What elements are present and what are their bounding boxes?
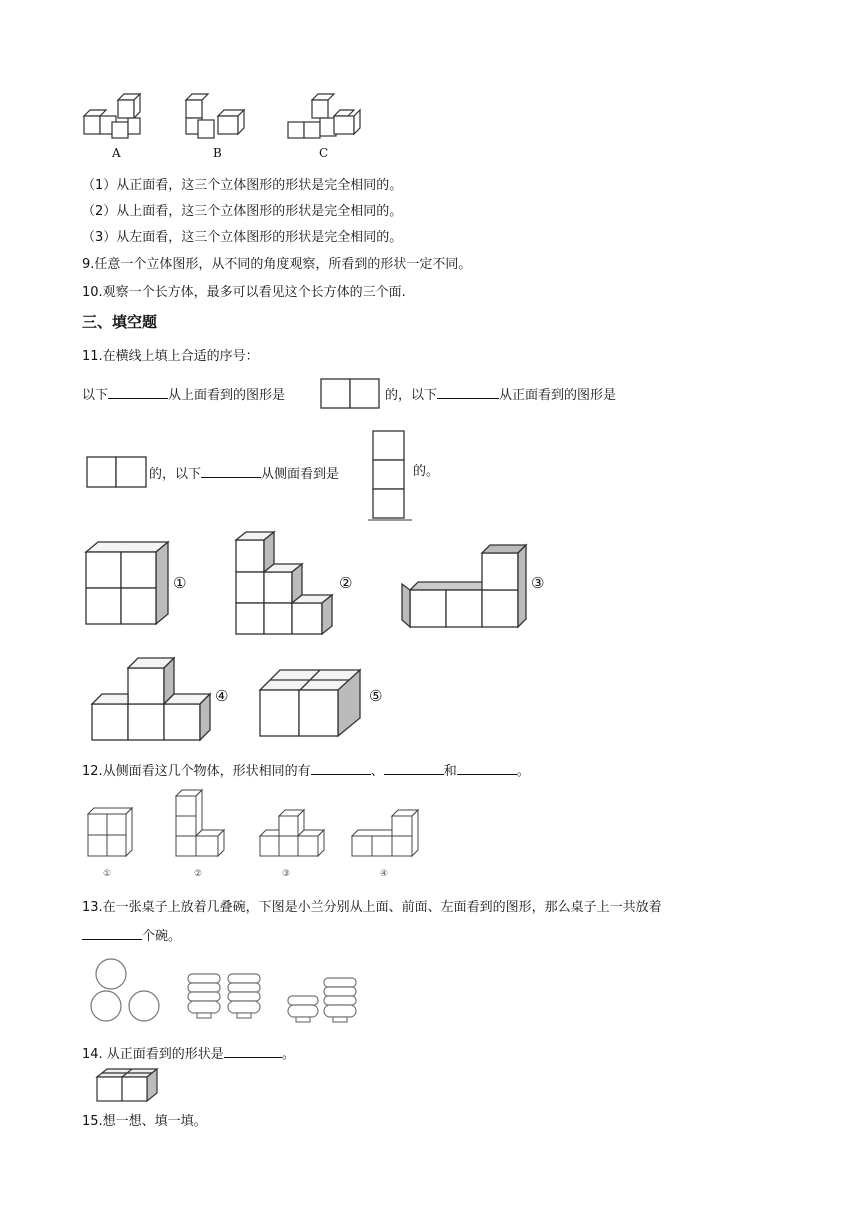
q14-blank[interactable]: [224, 1043, 282, 1058]
section-3-heading: 三、填空题: [82, 313, 158, 331]
q11-solids: [80, 530, 500, 745]
q12-blank-1[interactable]: [311, 760, 371, 775]
q11-text-5: 的，以下: [149, 467, 202, 482]
q8-statement-1: （1）从正面看，这三个立体图形的形状是完全相同的。: [82, 178, 403, 193]
q11-blank-2[interactable]: [437, 384, 499, 399]
q13-line-1: 13.在一张桌子上放着几叠碗，下图是小兰分别从上面、前面、左面看到的图形，那么桌子上一共放着: [82, 900, 662, 915]
q11-row-2: [149, 463, 339, 484]
q11-blank-3[interactable]: [201, 463, 261, 478]
q13-line-2: [82, 925, 181, 946]
q8-statement-2: （2）从上面看，这三个立体图形的形状是完全相同的。: [82, 204, 403, 219]
q12-num-4: ④: [380, 869, 389, 879]
q11-num-3: ③: [531, 574, 545, 592]
q11-row-1: [82, 384, 285, 405]
q9-text: 9.任意一个立体图形，从不同的角度观察，所看到的形状一定不同。: [82, 257, 472, 272]
q11-text-4: 从正面看到的图形是: [499, 388, 617, 403]
q8-statement-3: （3）从左面看，这三个立体图形的形状是完全相同的。: [82, 230, 403, 245]
q10-text: 10.观察一个长方体，最多可以看见这个长方体的三个面.: [82, 285, 406, 300]
q8-figures: [78, 90, 378, 162]
q11-row-2-end: 的。: [413, 464, 440, 479]
figure-label-a: A: [112, 146, 121, 160]
q12-sep-1: 、: [370, 764, 384, 779]
q12-figures: [84, 790, 424, 858]
q12-end: 。: [516, 764, 530, 779]
q12-blank-3[interactable]: [457, 760, 517, 775]
q14-text-a: 14. 从正面看到的形状是: [82, 1047, 224, 1062]
q13-blank[interactable]: [82, 925, 142, 940]
q13-bowl-views: [88, 956, 368, 1028]
q11-text-6: 从侧面看到是: [261, 467, 340, 482]
q14-figure: [95, 1067, 161, 1105]
q12-text-a: 12.从侧面看这几个物体，形状相同的有: [82, 764, 311, 779]
q11-front-view-icon: [86, 456, 148, 490]
q11-text-2: 从上面看到的图形是: [168, 388, 286, 403]
q12-text: [82, 760, 530, 781]
q15-text: 15.想一想、填一填。: [82, 1114, 207, 1129]
q11-row-1b: [385, 384, 616, 405]
q12-sep-2: 和: [443, 764, 457, 779]
q12-num-1: ①: [103, 869, 112, 879]
q14-text: [82, 1043, 295, 1064]
q14-end: 。: [281, 1047, 295, 1062]
q11-title: 11.在横线上填上合适的序号：: [82, 349, 259, 364]
figure-label-b: B: [213, 146, 222, 160]
figure-label-c: C: [319, 146, 329, 160]
q11-blank-1[interactable]: [108, 384, 168, 399]
q12-num-2: ②: [194, 869, 203, 879]
q11-num-1: ①: [173, 574, 187, 592]
q11-num-5: ⑤: [369, 687, 383, 705]
q12-blank-2[interactable]: [384, 760, 444, 775]
q11-side-view-icon: [368, 430, 414, 522]
q11-top-view-icon: [320, 378, 380, 410]
q12-num-3: ③: [282, 869, 291, 879]
q11-text-1: 以下: [82, 388, 109, 403]
q11-text-3: 的，以下: [385, 388, 438, 403]
q11-num-2: ②: [339, 574, 353, 592]
q11-num-4: ④: [215, 687, 229, 705]
q13-end: 个碗。: [142, 929, 182, 944]
